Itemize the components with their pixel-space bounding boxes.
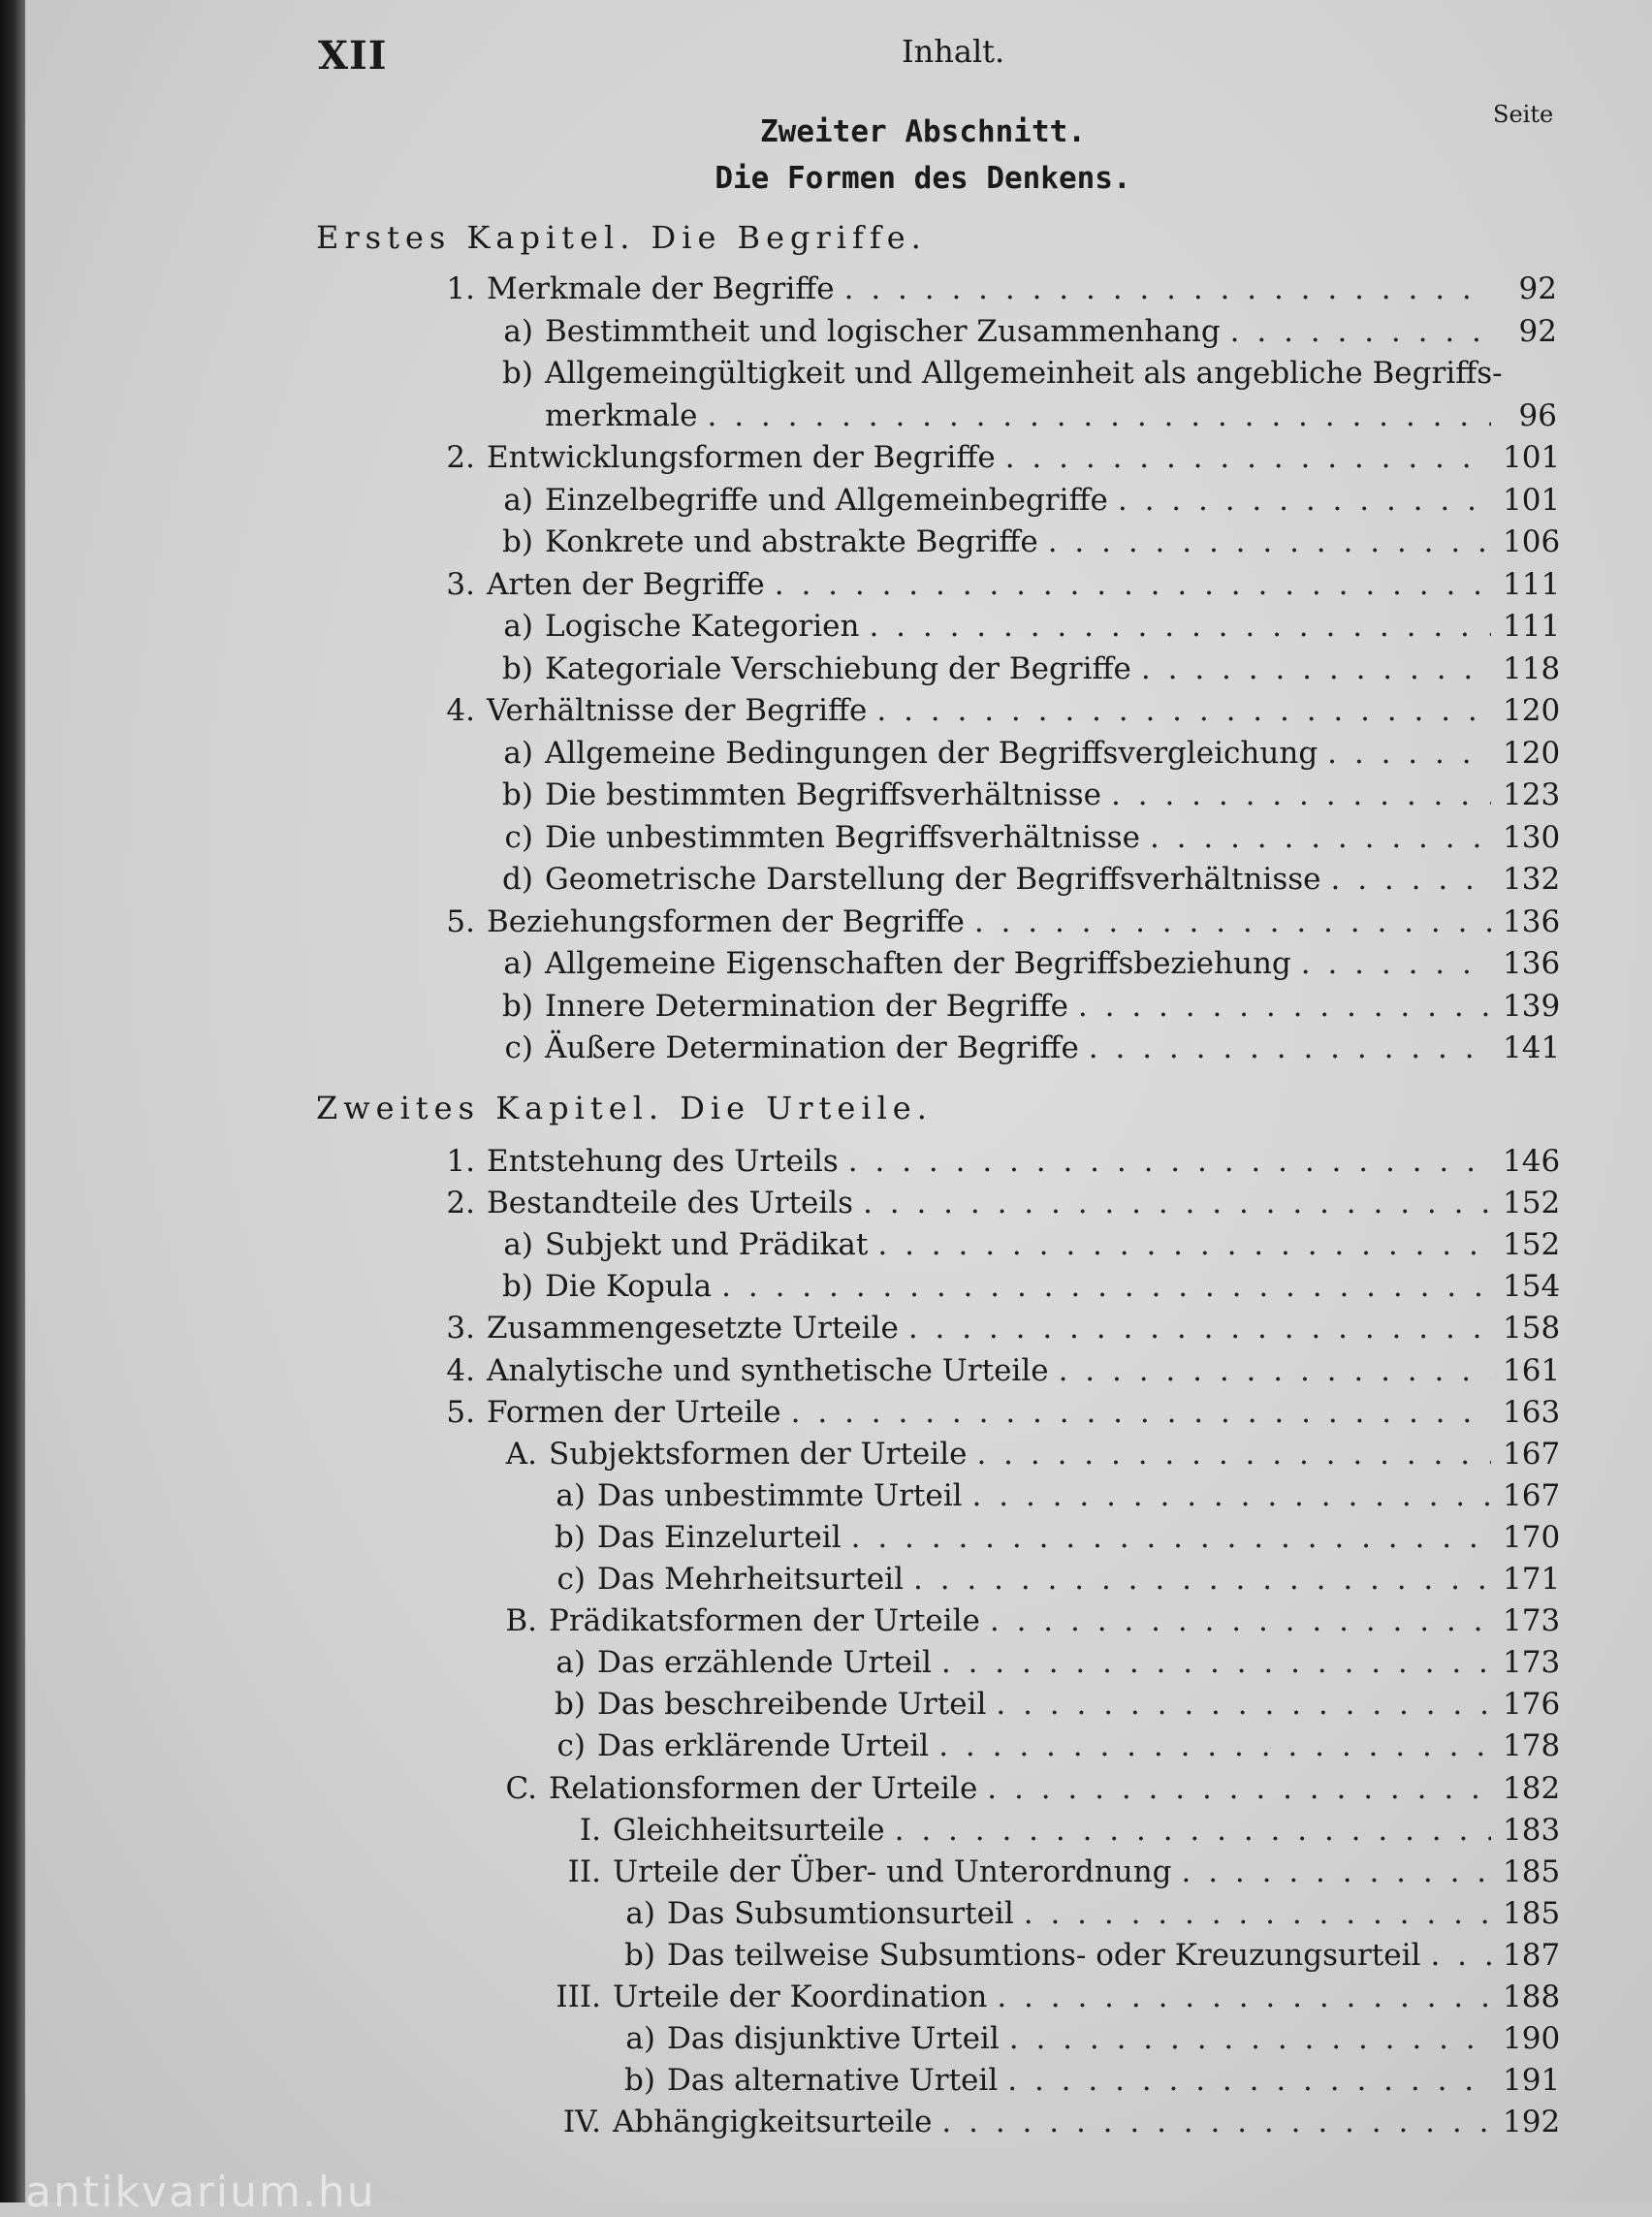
toc-entry-page: 178 — [1503, 1728, 1561, 1764]
toc-entry-text: Allgemeine Eigenschaften der Begriffsbeziehung — [545, 946, 1291, 981]
leader-dots — [844, 271, 1491, 306]
toc-entry-page: 191 — [1503, 2063, 1561, 2099]
leader-dots — [941, 1645, 1491, 1680]
toc-entry-number: b) — [555, 1687, 586, 1723]
toc-entry-page: 139 — [1503, 988, 1561, 1024]
toc-entry — [465, 650, 1561, 694]
toc-entry-page: 152 — [1503, 1186, 1561, 1221]
toc-entry-continuation — [545, 398, 1557, 441]
toc-entry — [518, 1687, 1561, 1729]
chapter-2-title: Zweites Kapitel. Die Urteile. — [316, 1090, 933, 1126]
toc-entry-page: 141 — [1503, 1030, 1561, 1065]
toc-entry-page: 120 — [1503, 693, 1561, 728]
toc-entry-text: Das alternative Urteil — [667, 2063, 999, 2099]
leader-dots — [908, 1311, 1491, 1346]
toc-entry-page: 92 — [1518, 313, 1557, 349]
toc-entry-page: 146 — [1503, 1144, 1561, 1179]
toc-entry-number: C. — [505, 1770, 537, 1806]
toc-entry — [465, 524, 1561, 567]
leader-dots — [877, 1227, 1491, 1262]
toc-entry-text: Die Kopula — [545, 1269, 713, 1305]
toc-entry-page: 185 — [1503, 1853, 1561, 1889]
toc-entry — [524, 2105, 1561, 2147]
leader-dots — [869, 609, 1491, 644]
toc-entry-page: 123 — [1503, 777, 1561, 812]
leader-dots — [972, 1478, 1491, 1513]
leader-dots — [848, 1144, 1491, 1179]
toc-entry — [465, 356, 1503, 391]
toc-entry-number: 3. — [446, 1311, 475, 1346]
toc-entry-page: 111 — [1503, 566, 1561, 602]
leader-dots — [941, 2105, 1491, 2139]
leader-dots — [974, 904, 1491, 939]
toc-entry-page: 96 — [1518, 397, 1557, 433]
toc-entry — [417, 1311, 1561, 1353]
toc-entry-page: 158 — [1503, 1311, 1561, 1346]
toc-entry-text: Kategoriale Verschiebung der Begriffe — [545, 650, 1131, 686]
toc-entry-page: 167 — [1503, 1436, 1561, 1472]
toc-entry-text: Innere Determination der Begriffe — [545, 988, 1068, 1024]
toc-entry-number: A. — [505, 1436, 537, 1472]
toc-entry-number: III. — [556, 1979, 601, 2014]
toc-entry — [465, 314, 1557, 357]
toc-entry-text: Die unbestimmten Begriffsverhältnisse — [545, 819, 1140, 855]
toc-entry-number: 3. — [446, 566, 475, 602]
toc-entry-text: Subjektsformen der Urteile — [549, 1436, 968, 1472]
leader-dots — [1118, 483, 1491, 518]
leader-dots — [1005, 440, 1491, 475]
leader-dots — [791, 1395, 1491, 1430]
leader-dots — [1430, 1938, 1491, 1973]
toc-entry-text: Gleichheitsurteile — [613, 1812, 885, 1848]
toc-entry — [465, 1770, 1561, 1814]
toc-entry — [588, 1895, 1561, 1939]
leader-dots — [987, 1771, 1491, 1806]
toc-entry-page: 187 — [1503, 1937, 1561, 1973]
page-number: XII — [318, 33, 388, 79]
page-column-label: Seite — [1493, 101, 1554, 128]
toc-entry-page: 130 — [1503, 819, 1561, 855]
toc-entry-number: 4. — [446, 693, 475, 728]
toc-entry-number: a) — [503, 946, 533, 981]
toc-entry-text: Urteile der Koordination — [613, 1979, 988, 2014]
leader-dots — [1007, 2063, 1491, 2098]
toc-entry-page: 188 — [1503, 1979, 1561, 2014]
toc-entry-text: Geometrische Darstellung der Begriffsverhältnisse — [545, 862, 1321, 897]
leader-dots — [1048, 524, 1491, 559]
toc-entry-page: 176 — [1503, 1687, 1561, 1723]
toc-entry-number: b) — [624, 1937, 655, 1973]
toc-entry-number: a) — [503, 609, 533, 644]
toc-entry — [465, 735, 1561, 778]
toc-entry-number: I. — [579, 1812, 601, 1848]
toc-entry-text: Allgemeine Bedingungen der Begriffsvergleichung — [545, 735, 1318, 771]
toc-entry-page: 182 — [1503, 1770, 1561, 1806]
leader-dots — [1141, 651, 1491, 686]
toc-entry-page: 183 — [1503, 1812, 1561, 1848]
toc-entry-number: c) — [556, 1562, 586, 1597]
toc-entry-page: 101 — [1503, 440, 1561, 475]
leader-dots — [707, 398, 1491, 433]
toc-entry-text: Urteile der Über- und Unterordnung — [613, 1853, 1172, 1889]
toc-entry-number: 1. — [446, 1144, 475, 1179]
leader-dots — [990, 1603, 1491, 1638]
toc-entry-page: 118 — [1503, 650, 1561, 686]
toc-entry-number: a) — [625, 1895, 655, 1931]
toc-entry-page: 136 — [1503, 903, 1561, 939]
toc-entry — [417, 903, 1561, 947]
toc-entry-number: c) — [504, 819, 533, 855]
toc-entry-text: Das Einzelurteil — [597, 1519, 842, 1555]
toc-entry-text: Äußere Determination der Begriffe — [545, 1030, 1079, 1065]
toc-entry — [417, 1394, 1561, 1438]
leader-dots — [997, 1979, 1491, 2014]
toc-entry-number: a) — [503, 482, 533, 518]
toc-entry-page: 173 — [1503, 1603, 1561, 1639]
toc-entry-text: Logische Kategorien — [545, 609, 860, 644]
leader-dots — [1331, 862, 1491, 897]
toc-entry-text: Subjekt und Prädikat — [545, 1227, 869, 1263]
toc-entry-text: Das beschreibende Urteil — [597, 1687, 987, 1723]
toc-entry — [417, 271, 1557, 314]
leader-dots — [938, 1728, 1491, 1763]
toc-entry-page: 161 — [1503, 1352, 1561, 1388]
leader-dots — [1009, 2021, 1491, 2056]
toc-entry-text: Prädikatsformen der Urteile — [549, 1603, 980, 1639]
toc-entry-number: b) — [624, 2063, 655, 2099]
toc-entry — [465, 609, 1561, 651]
toc-entry-page: 173 — [1503, 1645, 1561, 1681]
toc-entry-number: IV. — [562, 2105, 601, 2140]
leader-dots — [1182, 1854, 1491, 1889]
leader-dots — [1327, 736, 1491, 771]
toc-entry-number: a) — [503, 1227, 533, 1263]
toc-entry-text: Formen der Urteile — [487, 1394, 781, 1430]
leader-dots — [1150, 820, 1491, 855]
toc-entry-page: 136 — [1503, 946, 1561, 981]
toc-entry — [417, 566, 1561, 610]
toc-entry-number: b) — [502, 988, 533, 1024]
toc-entry-text: Analytische und synthetische Urteile — [487, 1352, 1049, 1388]
toc-entry-number: a) — [556, 1477, 586, 1513]
toc-entry-page: 152 — [1503, 1227, 1561, 1263]
toc-entry-page: 120 — [1503, 735, 1561, 771]
toc-entry-text-continued: merkmale — [545, 397, 698, 433]
leader-dots — [876, 693, 1491, 728]
toc-entry-number: a) — [503, 313, 533, 349]
book-spine-shadow — [0, 0, 25, 2202]
toc-entry-page: 167 — [1503, 1477, 1561, 1513]
toc-entry — [518, 1519, 1561, 1563]
toc-entry-text: Das erzählende Urteil — [597, 1645, 932, 1681]
toc-entry-number: II. — [567, 1853, 601, 1889]
toc-entry — [518, 1477, 1561, 1521]
toc-entry — [465, 988, 1561, 1031]
toc-entry-text: Das disjunktive Urteil — [667, 2021, 1000, 2057]
toc-entry-text: Entstehung des Urteils — [487, 1144, 839, 1179]
toc-entry-number: B. — [505, 1603, 537, 1639]
toc-entry-number: a) — [556, 1645, 586, 1681]
leader-dots — [1059, 1353, 1491, 1388]
chapter-1-title: Erstes Kapitel. Die Begriffe. — [316, 219, 927, 256]
section-title: Zweiter Abschnitt. — [760, 114, 1086, 149]
toc-entry — [465, 1603, 1561, 1646]
toc-entry — [417, 1144, 1561, 1187]
toc-entry-number: d) — [502, 862, 533, 897]
toc-entry-number: 2. — [446, 440, 475, 475]
toc-entry-text: Einzelbegriffe und Allgemeinbegriffe — [545, 482, 1108, 518]
toc-entry-number: 5. — [446, 1394, 475, 1430]
toc-entry-number: a) — [625, 2021, 655, 2057]
toc-entry — [518, 1562, 1561, 1604]
toc-entry-number: b) — [502, 356, 533, 391]
watermark: antikvarium.hu — [25, 2168, 376, 2217]
toc-entry — [531, 1853, 1561, 1897]
toc-entry-text: Die bestimmten Begriffsverhältnisse — [545, 777, 1102, 812]
toc-entry — [518, 1728, 1561, 1771]
toc-entry-number: c) — [504, 1030, 533, 1065]
toc-entry — [465, 862, 1561, 904]
toc-entry-number: 1. — [446, 271, 475, 306]
leader-dots — [851, 1520, 1491, 1555]
leader-dots — [1089, 1030, 1491, 1065]
toc-entry-number: b) — [502, 1269, 533, 1305]
toc-entry — [465, 482, 1561, 525]
toc-entry-page: 106 — [1503, 524, 1561, 559]
toc-entry-text: Zusammengesetzte Urteile — [487, 1311, 899, 1346]
toc-entry-number: b) — [502, 777, 533, 812]
toc-entry-text: Relationsformen der Urteile — [549, 1770, 978, 1806]
toc-entry-text: Das erklärende Urteil — [597, 1728, 930, 1764]
toc-entry — [524, 1979, 1561, 2022]
toc-entry-number: c) — [556, 1728, 586, 1764]
leader-dots — [1301, 946, 1491, 981]
toc-entry-number: b) — [502, 524, 533, 559]
toc-entry-number: 2. — [446, 1186, 475, 1221]
toc-entry-text: Das Mehrheitsurteil — [597, 1562, 904, 1597]
toc-entry-page: 111 — [1503, 609, 1561, 644]
toc-entry — [588, 2021, 1561, 2064]
toc-entry-text: Das teilweise Subsumtions- oder Kreuzungsurteil — [667, 1937, 1421, 1973]
toc-entry-text: Bestimmtheit und logischer Zusammenhang — [545, 313, 1221, 349]
toc-entry-page: 190 — [1503, 2021, 1561, 2057]
leader-dots — [895, 1813, 1491, 1848]
toc-entry — [465, 946, 1561, 989]
toc-entry-page: 163 — [1503, 1394, 1561, 1430]
toc-entry — [518, 1645, 1561, 1688]
toc-entry-page: 154 — [1503, 1269, 1561, 1305]
leader-dots — [775, 567, 1491, 602]
leader-dots — [1111, 777, 1491, 812]
toc-entry — [588, 1937, 1561, 1980]
toc-entry-number: 5. — [446, 903, 475, 939]
leader-dots — [1078, 989, 1491, 1024]
toc-entry-text: Bestandteile des Urteils — [487, 1186, 854, 1221]
running-header: Inhalt. — [902, 33, 1005, 70]
toc-entry-text: Das unbestimmte Urteil — [597, 1477, 963, 1513]
toc-entry — [465, 1227, 1561, 1270]
toc-entry-text: Merkmale der Begriffe — [487, 271, 835, 306]
toc-entry-text: Verhältnisse der Begriffe — [487, 693, 868, 728]
leader-dots — [913, 1562, 1491, 1597]
toc-entry-page: 92 — [1518, 271, 1557, 306]
toc-entry — [465, 1436, 1561, 1479]
toc-entry-page: 192 — [1503, 2105, 1561, 2140]
toc-entry — [465, 819, 1561, 863]
leader-dots — [976, 1437, 1491, 1472]
toc-entry — [417, 1352, 1561, 1396]
toc-entry-number: b) — [502, 650, 533, 686]
toc-entry — [417, 1186, 1561, 1228]
toc-entry-text: Das Subsumtionsurteil — [667, 1895, 1014, 1931]
leader-dots — [1230, 314, 1491, 349]
toc-entry-number: b) — [555, 1519, 586, 1555]
leader-dots — [996, 1687, 1491, 1722]
toc-entry-text: Beziehungsformen der Begriffe — [487, 903, 965, 939]
leader-dots — [1024, 1896, 1491, 1931]
toc-entry-page: 101 — [1503, 482, 1561, 518]
toc-entry — [417, 440, 1561, 483]
toc-entry — [465, 1030, 1561, 1073]
section-subtitle: Die Formen des Denkens. — [715, 161, 1131, 196]
toc-entry-number: 4. — [446, 1352, 475, 1388]
toc-entry-text: Allgemeingültigkeit und Allgemeinheit als angebliche Begriffs- — [545, 356, 1503, 391]
toc-entry-text: Konkrete und abstrakte Begriffe — [545, 524, 1038, 559]
toc-entry-page: 170 — [1503, 1519, 1561, 1555]
toc-entry-text: Arten der Begriffe — [487, 566, 765, 602]
toc-entry — [417, 693, 1561, 736]
leader-dots — [863, 1186, 1491, 1220]
toc-entry-text: Entwicklungsformen der Begriffe — [487, 440, 996, 475]
toc-entry-number: a) — [503, 735, 533, 771]
toc-entry — [588, 2063, 1561, 2106]
toc-entry-text: Abhängigkeitsurteile — [613, 2105, 933, 2140]
toc-entry-page: 171 — [1503, 1562, 1561, 1597]
toc-entry — [465, 777, 1561, 820]
toc-entry — [543, 1812, 1561, 1855]
toc-entry-page: 132 — [1503, 862, 1561, 897]
toc-entry — [465, 1269, 1561, 1312]
toc-entry-page: 185 — [1503, 1895, 1561, 1931]
leader-dots — [721, 1269, 1491, 1304]
